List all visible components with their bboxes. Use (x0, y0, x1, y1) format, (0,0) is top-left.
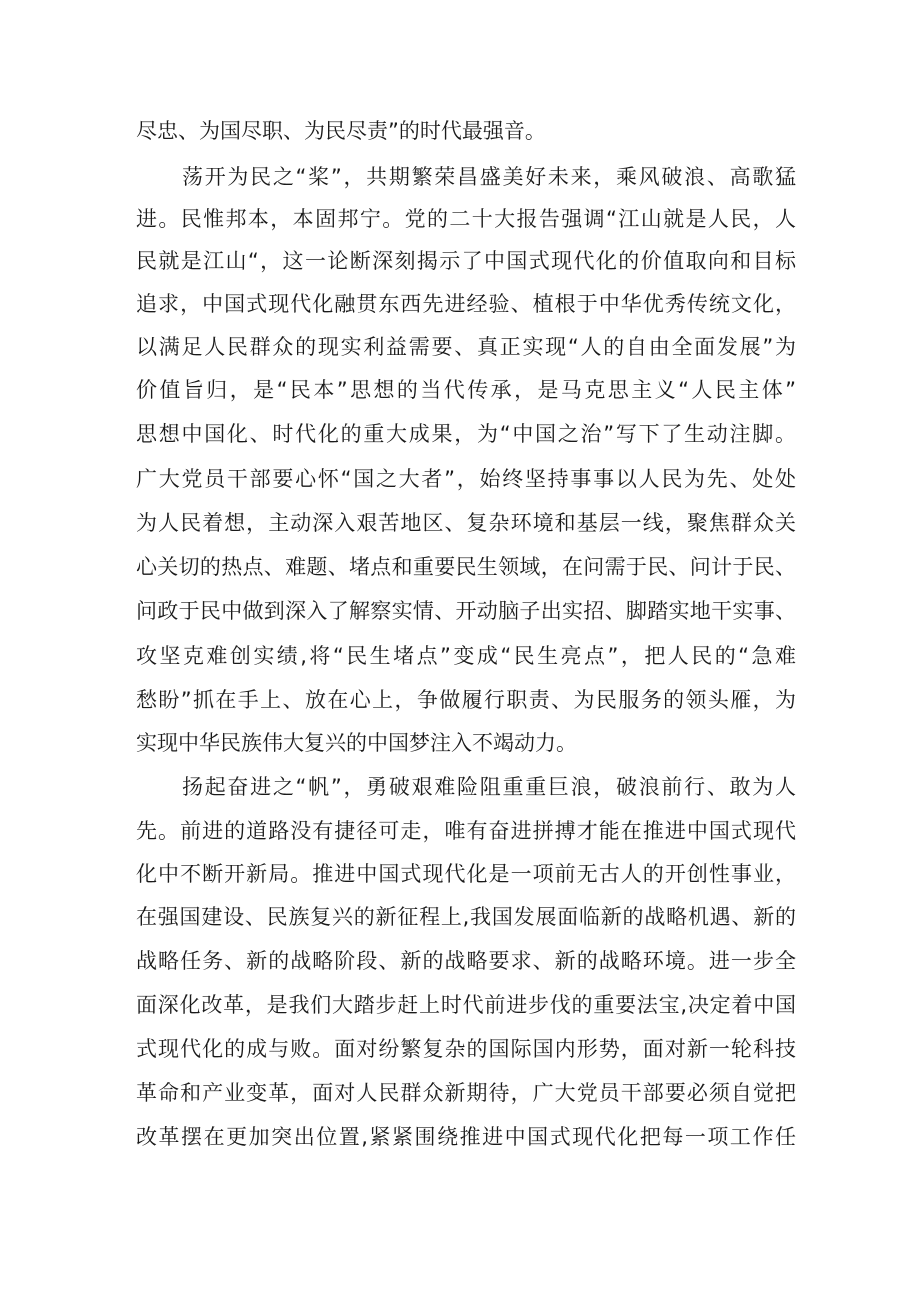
paragraph-line: 广大党员干部要心怀“国之大者”，始终坚持事事以人民为先、处处 (136, 467, 796, 491)
paragraph-line: 心关切的热点、难题、堵点和重要民生领域，在问需于民、问计于民、 (136, 555, 796, 579)
paragraph-line: 追求，中国式现代化融贯东西先进经验、植根于中华优秀传统文化， (136, 292, 796, 316)
paragraph-line: 化中不断开新局。推进中国式现代化是一项前无古人的开创性事业， (136, 862, 796, 886)
paragraph-line: 以满足人民群众的现实利益需要、真正实现“人的自由全面发展”为 (136, 335, 796, 359)
paragraph-line: 进。民惟邦本，本固邦宁。党的二十大报告强调“江山就是人民，人 (136, 207, 796, 231)
paragraph-line: 愁盼”抓在手上、放在心上，争做履行职责、为民服务的领头雁，为 (136, 688, 796, 712)
paragraph-line: 革命和产业变革，面对人民群众新期待，广大党员干部要必须自觉把 (136, 1081, 796, 1105)
paragraph-line: 尽忠、为国尽职、为民尽责”的时代最强音。 (136, 119, 546, 143)
paragraph-line: 改革摆在更加突出位置,紧紧围绕推进中国式现代化把每一项工作任 (136, 1125, 796, 1149)
paragraph-line: 在强国建设、民族复兴的新征程上,我国发展面临新的战略机遇、新的 (136, 905, 796, 929)
paragraph-line: 荡开为民之“桨”，共期繁荣昌盛美好未来，乘风破浪、高歌猛 (182, 165, 796, 189)
paragraph-line: 实现中华民族伟大复兴的中国梦注入不竭动力。 (136, 731, 577, 755)
paragraph-line: 民就是江山“，这一论断深刻揭示了中国式现代化的价值取向和目标 (136, 249, 796, 273)
paragraph-line: 问政于民中做到深入了解察实情、开动脑子出实招、脚踏实地干实事、 (136, 599, 796, 623)
paragraph-line: 为人民着想，主动深入艰苦地区、复杂环境和基层一线，聚焦群众关 (136, 511, 796, 535)
paragraph-line: 攻坚克难创实绩,将“民生堵点”变成“民生亮点”，把人民的“急难 (136, 644, 796, 668)
paragraph-line: 价值旨归，是“民本”思想的当代传承，是马克思主义“人民主体” (136, 378, 796, 402)
paragraph-line: 面深化改革，是我们大踏步赶上时代前进步伐的重要法宝,决定着中国 (136, 993, 796, 1017)
paragraph-line: 扬起奋进之“帆”，勇破艰难险阻重重巨浪，破浪前行、敢为人 (182, 775, 796, 799)
paragraph-line: 战略任务、新的战略阶段、新的战略要求、新的战略环境。进一步全 (136, 949, 796, 973)
paragraph-line: 先。前进的道路没有捷径可走，唯有奋进拼搏才能在推进中国式现代 (136, 819, 796, 843)
paragraph-line: 式现代化的成与败。面对纷繁复杂的国际国内形势，面对新一轮科技 (136, 1037, 796, 1061)
paragraph-line: 思想中国化、时代化的重大成果，为“中国之治”写下了生动注脚。 (136, 422, 796, 446)
